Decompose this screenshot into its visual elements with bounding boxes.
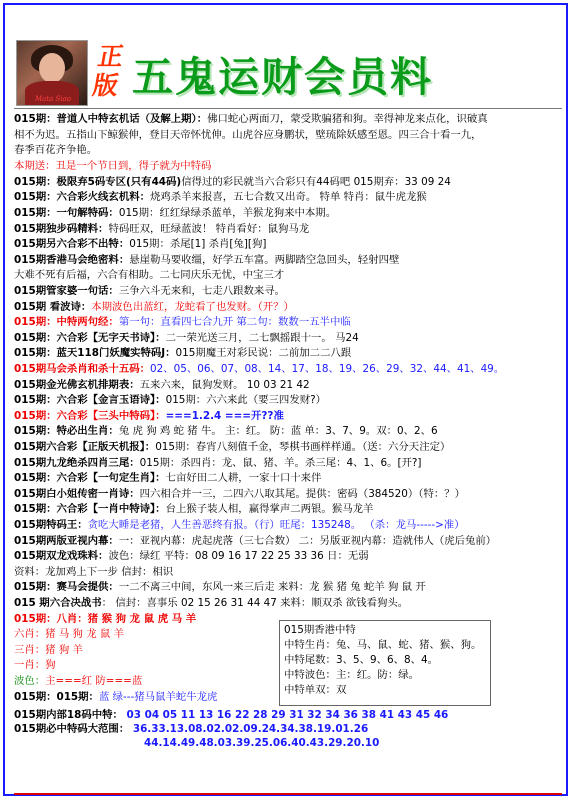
line-text: 三争六斗无来和，七走八跟数来寻。	[118, 285, 286, 297]
line-text: 悬崖勒马要收缰，好学五车富。两脚踏空急回头，轻射四壁	[129, 253, 400, 266]
line-label: 三肖：	[14, 643, 46, 656]
content-line	[14, 253, 562, 267]
content-line	[14, 690, 276, 704]
line-text: 015期：杀四肖：龙、鼠、猪、羊。杀三尾：4、1、6。[开?]	[139, 456, 422, 469]
line-text: 烧鸡杀羊来报喜，五七合数又出奇。 特单 特肖：鼠牛虎龙猴	[150, 191, 427, 204]
line-label: 本期送：	[14, 160, 56, 173]
content-line	[14, 502, 562, 516]
header	[14, 40, 562, 106]
line-text: 蓝 绿---猪马鼠羊蛇牛龙虎	[98, 690, 218, 703]
line-text: 佛口蛇心两面刀，蒙受欺骗猪和狗。幸得神龙来点化，识破真	[207, 113, 488, 125]
line-text: 兔 虎 狗 鸡 蛇 猪 牛。 主：红。 防：蓝 单：3、7、9。双：0、2、6	[118, 425, 438, 438]
host-photo	[16, 40, 88, 106]
content-line	[14, 471, 562, 485]
content-line	[14, 643, 276, 657]
line-text: 大难不死有后福，六合有相助。二七同庆乐无忧，中宝三才	[14, 269, 285, 282]
content-line	[14, 206, 562, 220]
line-text: 猪 狗 羊	[45, 643, 83, 656]
line-text: 第一句：直看四七合九开 第二句：数数一五半中临	[118, 316, 351, 329]
line-text: ===1.2.4 ===开??准	[165, 409, 284, 422]
content-line	[14, 409, 562, 423]
hk-box-row: 中特波色：主：红。防：绿。	[284, 669, 420, 681]
content-line	[14, 315, 562, 329]
line-label: 015期：015期：	[14, 690, 99, 703]
content-line	[14, 424, 562, 438]
content-line	[14, 128, 562, 142]
content-line	[14, 565, 562, 579]
line-text: 狗	[45, 659, 56, 672]
content-line	[14, 268, 562, 282]
content-line	[14, 487, 562, 501]
content-line	[14, 300, 562, 314]
line-label: 015期：蓝天118门妖魔实特码J：	[14, 347, 176, 360]
line-label: 波色：	[14, 675, 46, 687]
line-text: 猪 猴 狗 龙 鼠 虎 马 羊	[87, 612, 197, 625]
line-label: 015期另六合彩不出特：	[14, 238, 130, 251]
line-text: 一：亚视内幕：虎起虎落（三七合数） 二：另版亚视内幕：造就伟人（虎后兔前）	[118, 534, 497, 547]
line-text: 相不为迟。五指山下鲸猴伸，登目天帝怀忧伸。山虎谷应身鹏状，壁琉除妖感至恩。四三合十看一九，	[14, 128, 482, 141]
line-label: 015期：六合彩火线玄机料：	[14, 191, 150, 204]
line-text: 015期：红红绿绿杀蓝单，羊猴龙狗来中本期。	[118, 207, 337, 219]
line-text: 春季百花齐争艳。	[14, 144, 98, 157]
line-label: 015期：赛马会提供：	[14, 581, 119, 594]
content-line	[14, 159, 562, 173]
line-text: 本期波色出蓝红，龙蛇看了也发财。（开？）	[91, 300, 294, 313]
line-text: 主===红 防===蓝	[45, 675, 143, 687]
hk-box-row: 中特单双：双	[284, 684, 347, 696]
line-label: 015期：六合彩【一肖中特诗】：	[14, 503, 166, 516]
line-label: 015期：六合彩【无字天书诗】：	[14, 331, 166, 344]
line-text: 台上猴子装人相，赢得掌声二两银。猴马龙羊	[165, 503, 374, 516]
line-text: 特码旺双，旺绿蓝波！ 特肖看好：鼠狗马龙	[108, 222, 310, 235]
line-label: 015期：六合彩【金言玉语诗】：	[14, 394, 166, 407]
line-label: 015期：极限弃5码专区(只有44码)	[14, 175, 182, 188]
footer-rule	[14, 788, 562, 795]
line-label: 015 期六合决战书	[14, 597, 102, 609]
content-line	[14, 378, 562, 392]
line-text: 015期：春宵八刻值千金，琴棋书画样样通。（送：六分天注定）	[155, 441, 451, 453]
content-line	[14, 612, 276, 626]
line-text: 015期：杀尾[1] 杀肖[兔][狗]	[129, 238, 267, 251]
line-label: 015期马会杀肖和杀十五码：	[14, 363, 150, 375]
line-label: 015期管家婆一句话：	[14, 285, 119, 297]
bottom-row-3: 44.14.49.48.03.39.25.06.40.43.29.20.10	[144, 737, 380, 749]
line-label: 015期香港马会绝密料：	[14, 253, 130, 266]
line-label: 015期：六合彩【三头中特码】：	[14, 409, 166, 422]
line-text: 四六相合并一三，二四六八取其尾。提供：密码（384520）（特：？）	[139, 487, 466, 500]
bottom-row-1: 015期内部18码中特： 03 04 05 11 13 16 22 28 29 31 32 34 36 38 41 43 45 46	[14, 709, 449, 721]
line-text: ： 信封：喜事乐 02 15 26 31 44 47 来料：顺双杀 欲钱看狗头。	[101, 597, 409, 609]
line-label: 015期九龙绝杀四肖三尾：	[14, 456, 140, 469]
content-line	[14, 518, 562, 532]
line-text: 波色：绿红 平特：08 09 16 17 22 25 33 36 日：无弱	[108, 550, 369, 563]
line-text: 015期：六六来此（要三四发财?）	[165, 394, 327, 407]
zheng-ban-stamp: 正版	[90, 42, 126, 100]
content-line	[14, 237, 562, 251]
line-label: 六肖：	[14, 628, 46, 641]
hk-box-row: 中特生肖：兔、马、鼠、蛇、猪、猴、狗。	[284, 639, 482, 651]
line-text: 贪吃大睡是老猪，人生善恶终有报。（行）旺尾：135248。 （杀：龙马----->准）	[87, 519, 465, 531]
content-line	[14, 284, 562, 298]
content-line	[14, 331, 562, 345]
line-label: 015期 看波诗：	[14, 300, 92, 313]
content-line	[14, 674, 276, 688]
line-label: 015期双龙戏珠料：	[14, 550, 109, 563]
hk-special-box	[279, 620, 491, 706]
content-line	[14, 190, 562, 204]
line-text: 资料：龙加鸡上下一步 信封：相识	[14, 565, 174, 578]
line-text: 丑是一个节日到，得子就为中特码	[55, 160, 212, 173]
content-line	[14, 456, 562, 470]
content-line	[14, 580, 562, 594]
divider	[14, 108, 562, 109]
line-label: 015期特码王：	[14, 519, 88, 531]
line-label: 015期六合彩【正版天机报】：	[14, 441, 156, 453]
line-label: 015期金光佛玄机排期表：	[14, 378, 140, 391]
line-label: 015期：六合彩【一句定生肖】：	[14, 472, 166, 485]
line-label: 015期：普道人中特玄机话（及解上期）：	[14, 113, 208, 125]
line-text: 五来六来，鼠狗发财。 10 03 21 42	[139, 378, 310, 391]
content-line	[14, 596, 562, 610]
content-line	[14, 112, 562, 126]
content-line	[14, 222, 562, 236]
content-line	[14, 175, 562, 189]
line-text: 一二不离三中间，东风一来三后走 来料：龙 猴 猪 兔 蛇羊 狗 鼠 开	[118, 581, 426, 594]
content-line	[14, 440, 562, 454]
content-line	[14, 362, 562, 376]
line-label: 015期白小姐传密一肖诗：	[14, 487, 140, 500]
line-text: 七亩好田二人耕，一家十口十来伴	[165, 472, 322, 485]
line-text: 02、05、06、07、08、14、17、18、19、26、29、32、44、41、49。	[150, 363, 505, 375]
photo-caption: Mata Siao	[35, 95, 71, 103]
content-line	[14, 658, 276, 672]
line-label: 015期：特必出生肖：	[14, 425, 119, 438]
line-label: 015期：八肖：	[14, 612, 88, 625]
line-text: 二一荣光送三月，二七飘摇跟十一。 马24	[165, 331, 359, 344]
line-label: 015期独步码精料：	[14, 222, 109, 235]
line-text: 猪 马 狗 龙 鼠 羊	[45, 628, 125, 641]
content-line	[14, 393, 562, 407]
content-line	[14, 346, 562, 360]
line-label: 015期：一句解特码：	[14, 207, 119, 219]
line-label: 015期两版亚视内幕：	[14, 534, 119, 547]
line-label: 015期：中特两句经：	[14, 316, 119, 329]
line-text: 015期魔王对彩民说：二前加二二八跟	[175, 347, 352, 360]
content-line	[14, 534, 562, 548]
line-text: 信得过的彩民就当六合彩只有44码吧 015期弃：33 09 24	[181, 175, 451, 188]
hk-box-row: 中特尾数：3、5、9、6、8、4。	[284, 654, 438, 666]
hk-box-title: 015期香港中特	[284, 624, 356, 636]
content-line	[14, 549, 562, 563]
bottom-row-2: 015期必中特码大范围： 36.33.13.08.02.02.09.24.34.38.19.01.26	[14, 723, 369, 735]
page-title: 五鬼运财会员料	[132, 53, 433, 101]
content-line	[14, 627, 276, 641]
content-line	[14, 143, 562, 157]
line-label: 一肖：	[14, 659, 46, 672]
